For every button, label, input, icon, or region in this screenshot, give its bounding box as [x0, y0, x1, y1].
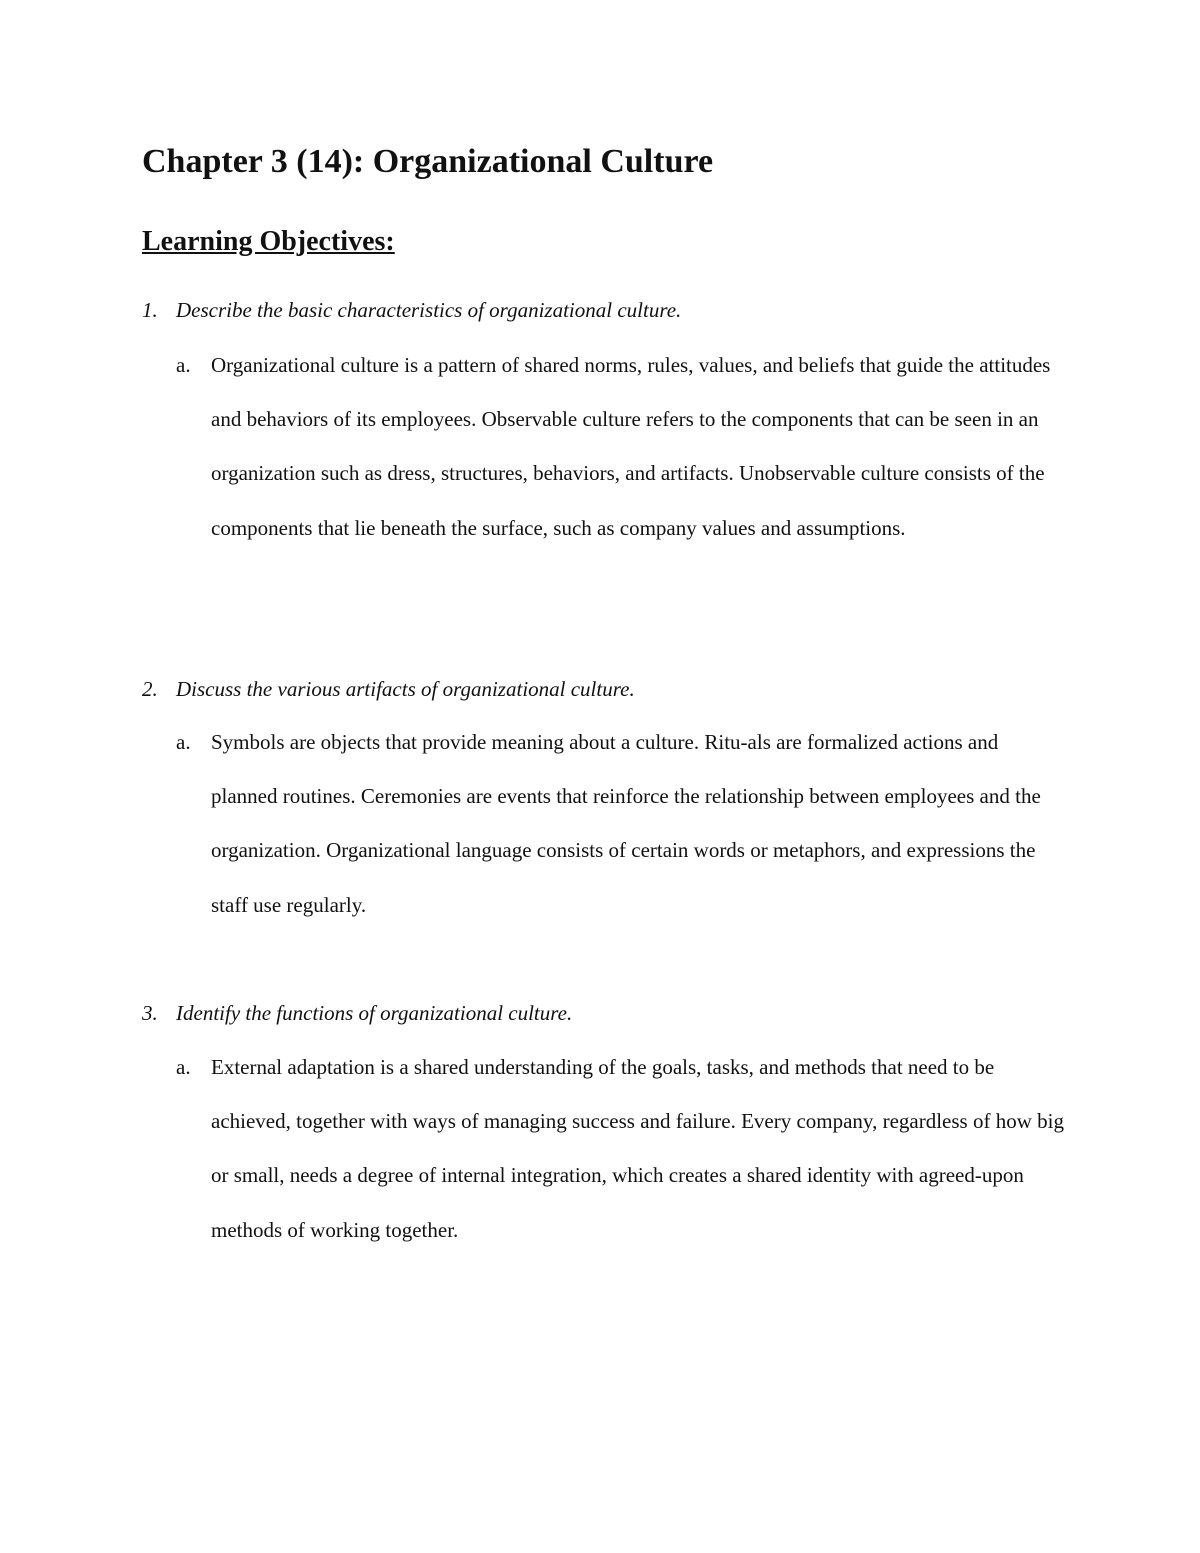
objective-1 — [142, 295, 681, 325]
objective-3 — [142, 998, 572, 1028]
objective-text: Identify the functions of organizational culture. — [176, 1001, 573, 1025]
objective-2 — [142, 674, 635, 704]
sub-item-marker: a. — [176, 730, 191, 754]
sub-item-marker: a. — [176, 353, 191, 377]
objective-number: 1. — [142, 298, 158, 322]
objective-2-sub-item-a — [176, 715, 1066, 932]
sub-item-text: Organizational culture is a pattern of shared norms, rules, values, and beliefs that guide the attitudes and behaviors of its employees. Observable culture refers to the components that can be seen in an organization such as dress, structures, behaviors, and artifacts. Unobservable culture consists of the components that lie beneath the surface, such as company values and assumptions. — [211, 353, 1051, 540]
objective-1-sub-item-a — [176, 338, 1066, 555]
objective-3-sub-item-a — [176, 1040, 1066, 1257]
objective-text: Describe the basic characteristics of organizational culture. — [176, 298, 682, 322]
sub-item-marker: a. — [176, 1055, 191, 1079]
objective-text: Discuss the various artifacts of organizational culture. — [176, 677, 635, 701]
page-title: Chapter 3 (14): Organizational Culture — [142, 143, 714, 180]
objective-number: 2. — [142, 677, 158, 701]
objective-number: 3. — [142, 1001, 158, 1025]
section-heading: Learning Objectives: — [142, 226, 395, 257]
sub-item-text: Symbols are objects that provide meaning about a culture. Ritu-als are formalized actions and planned routines. Ceremonies are events that reinforce the relationship between employees and the organization. Organizational language consists of certain words or metaphors, and expressions the staff use regularly. — [211, 730, 1041, 917]
sub-item-text: External adaptation is a shared understanding of the goals, tasks, and methods that need to be achieved, together with ways of managing success and failure. Every company, regardless of how big or small, needs a degree of internal integration, which creates a shared identity with agreed-upon methods of working together. — [211, 1055, 1064, 1242]
